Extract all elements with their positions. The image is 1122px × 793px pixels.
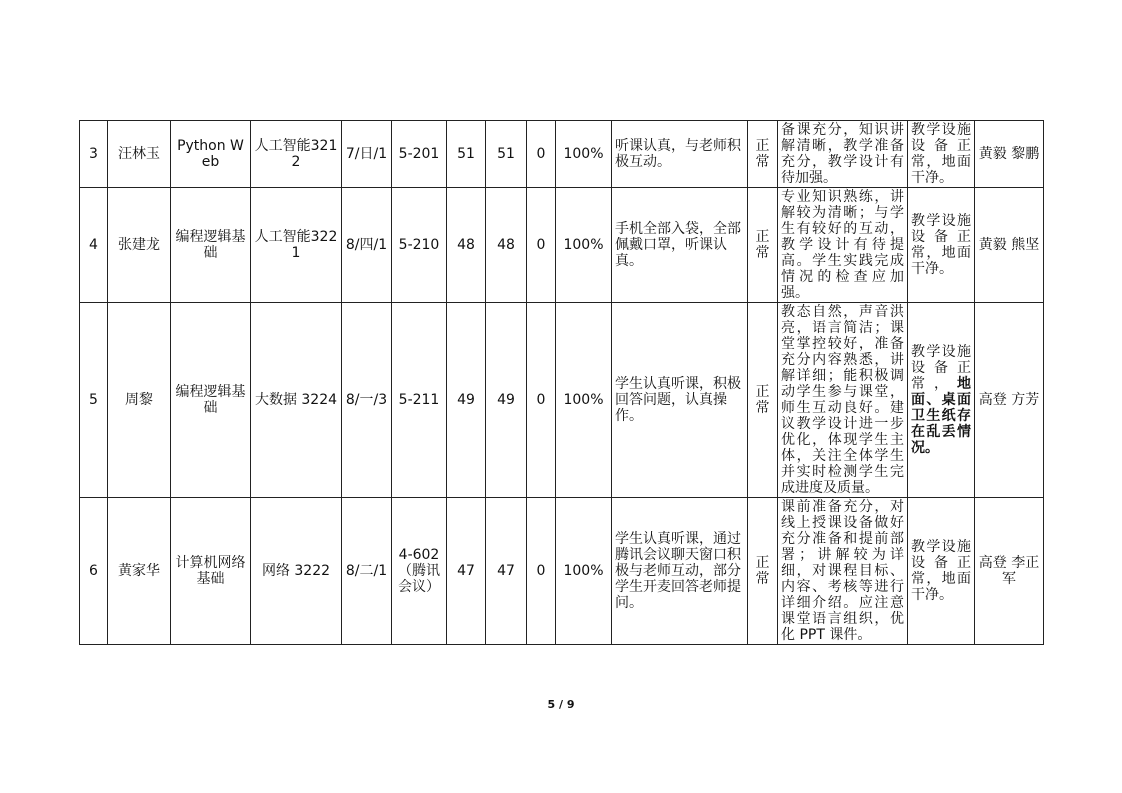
class-order: 正常 [748,121,778,188]
table-row [80,498,1044,645]
student-status: 学生认真听课，积极回答问题，认真操作。 [612,303,748,498]
row-number: 6 [80,498,108,645]
class-name: 大数据 3224 [251,303,342,498]
course-name: Python Web [171,121,251,188]
table-row [80,303,1044,498]
absent-count: 0 [527,121,556,188]
classroom: 4-602（腾讯会议） [392,498,447,645]
attendance-rate: 100% [556,121,612,188]
class-order: 正常 [748,498,778,645]
lesson-date: 8/二/1 [342,498,392,645]
page-number: 5 / 9 [547,698,575,711]
class-order: 正常 [748,188,778,303]
inspectors: 黄毅 黎鹏 [975,121,1044,188]
teacher-name: 周黎 [108,303,171,498]
facility-status: 教学设施设备正常，地面、桌面卫生纸存在乱丢情况。 [908,303,975,498]
teaching-evaluation: 专业知识熟练，讲解较为清晰；与学生有较好的互动，教学设计有待提高。学生实践完成情况的检查应加强。 [778,188,908,303]
attendance-rate: 100% [556,188,612,303]
class-name: 人工智能3212 [251,121,342,188]
expected-count: 51 [447,121,486,188]
classroom: 5-201 [392,121,447,188]
teaching-evaluation: 教态自然，声音洪亮，语言简洁；课堂掌控较好，准备充分内容熟悉，讲解详细；能积极调动学生参与课堂，师生互动良好。建议教学设计进一步优化，体现学生主体，关注全体学生并实时检测学生完成进度及质量。 [778,303,908,498]
table-row [80,121,1044,188]
row-number: 5 [80,303,108,498]
student-status: 学生认真听课，通过腾讯会议聊天窗口积极与老师互动，部分学生开麦回答老师提问。 [612,498,748,645]
class-name: 人工智能3221 [251,188,342,303]
expected-count: 47 [447,498,486,645]
lesson-date: 8/一/3 [342,303,392,498]
absent-count: 0 [527,188,556,303]
classroom: 5-210 [392,188,447,303]
classroom: 5-211 [392,303,447,498]
row-number: 4 [80,188,108,303]
table-row [80,188,1044,303]
course-name: 计算机网络基础 [171,498,251,645]
attendance-rate: 100% [556,303,612,498]
inspectors: 高登 李正军 [975,498,1044,645]
teacher-name: 汪林玉 [108,121,171,188]
class-order: 正常 [748,303,778,498]
inspectors: 黄毅 熊坚 [975,188,1044,303]
lesson-date: 7/日/1 [342,121,392,188]
teacher-name: 黄家华 [108,498,171,645]
teaching-evaluation: 课前准备充分，对线上授课设备做好充分准备和提前部署；讲解较为详细，对课程目标、内容、考核等进行详细介绍。应注意课堂语言组织，优化 PPT 课件。 [778,498,908,645]
lesson-date: 8/四/1 [342,188,392,303]
attendance-rate: 100% [556,498,612,645]
student-status: 手机全部入袋，全部佩戴口罩，听课认真。 [612,188,748,303]
course-name: 编程逻辑基础 [171,188,251,303]
actual-count: 47 [486,498,527,645]
absent-count: 0 [527,303,556,498]
teaching-evaluation: 备课充分，知识讲解清晰，教学准备充分，教学设计有待加强。 [778,121,908,188]
teacher-name: 张建龙 [108,188,171,303]
actual-count: 49 [486,303,527,498]
actual-count: 48 [486,188,527,303]
row-number: 3 [80,121,108,188]
class-name: 网络 3222 [251,498,342,645]
facility-status: 教学设施设备正常，地面干净。 [908,188,975,303]
expected-count: 48 [447,188,486,303]
facility-status: 教学设施设备正常，地面干净。 [908,498,975,645]
inspection-table [79,120,1044,645]
student-status: 听课认真，与老师积极互动。 [612,121,748,188]
course-name: 编程逻辑基础 [171,303,251,498]
actual-count: 51 [486,121,527,188]
absent-count: 0 [527,498,556,645]
facility-status: 教学设施设备正常，地面干净。 [908,121,975,188]
expected-count: 49 [447,303,486,498]
inspectors: 高登 方芳 [975,303,1044,498]
